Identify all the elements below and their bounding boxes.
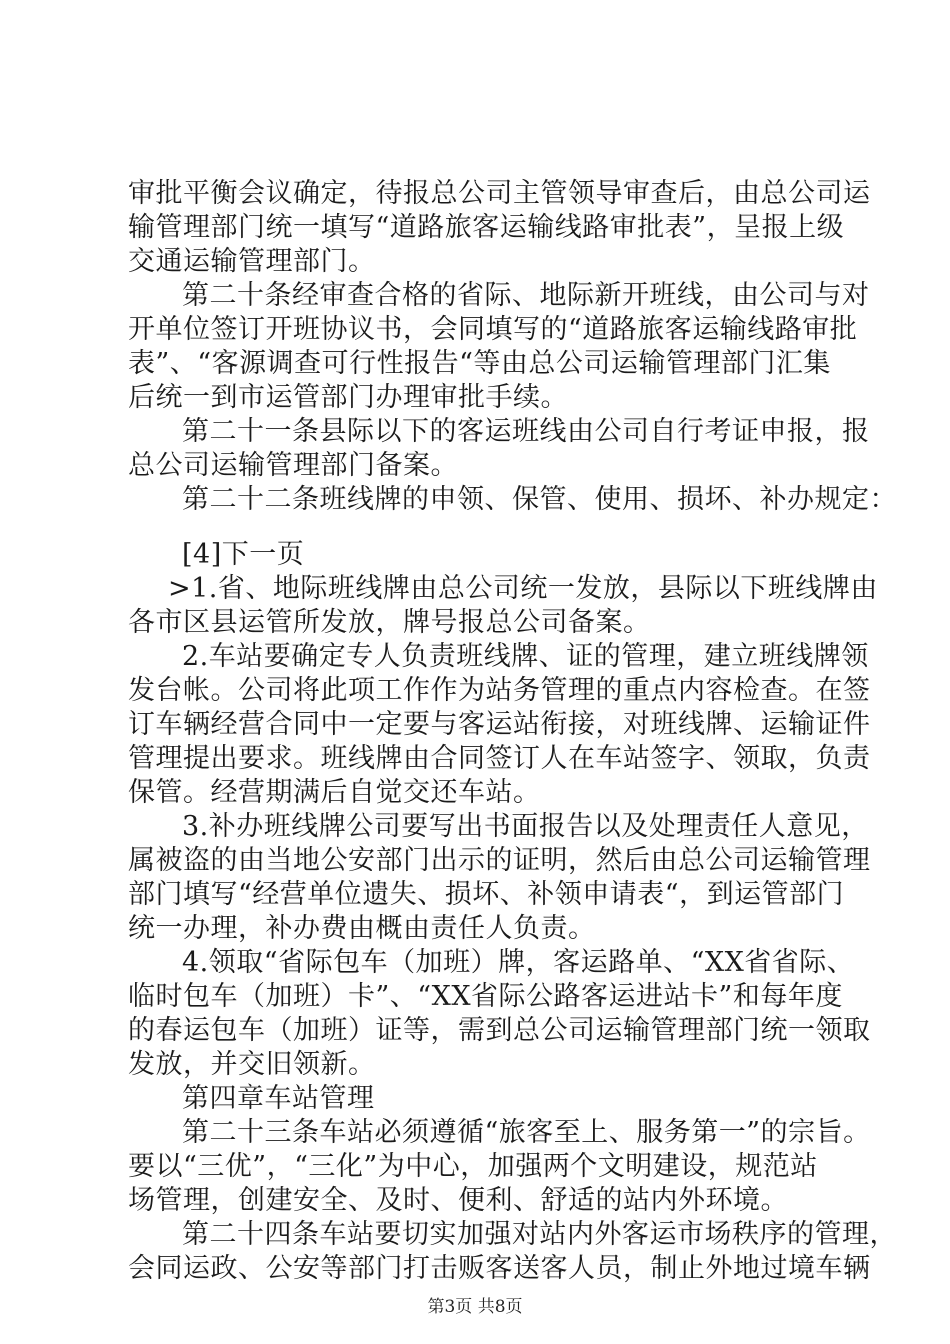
chapter-heading: 第四章车站管理 (182, 1083, 375, 1114)
text-line: 订车辆经营合同中一定要与客运站衔接，对班线牌、运输证件 (128, 709, 871, 740)
next-page-link[interactable]: [4]下一页 (182, 539, 305, 570)
text-line: 发台帐。公司将此项工作作为站务管理的重点内容检查。在签 (128, 675, 871, 706)
text-line: 第二十三条车站必须遵循“旅客至上、服务第一”的宗旨。 (182, 1117, 871, 1148)
text-line: 管理提出要求。班线牌由合同签订人在车站签字、领取，负责 (128, 743, 871, 774)
text-line: 表”、“客源调查可行性报告“等由总公司运输管理部门汇集 (128, 348, 831, 379)
text-line: 部门填写“经营单位遗失、损坏、补领申请表“，到运管部门 (128, 879, 845, 910)
text-line: 各市区县运管所发放，牌号报总公司备案。 (128, 607, 651, 638)
text-line: 3.补办班线牌公司要写出书面报告以及处理责任人意见， (182, 811, 869, 842)
text-line: 发放，并交旧领新。 (128, 1049, 376, 1080)
page-number-footer: 第3页 共8页 (427, 1297, 523, 1317)
text-line: >1.省、地际班线牌由总公司统一发放，县际以下班线牌由 (168, 573, 878, 604)
text-line: 统一办理，补办费由概由责任人负责。 (128, 913, 596, 944)
text-line: 第二十条经审查合格的省际、地际新开班线，由公司与对 (182, 280, 870, 311)
text-line: 的春运包车（加班）证等，需到总公司运输管理部门统一领取 (128, 1015, 871, 1046)
text-line: 保管。经营期满后自觉交还车站。 (128, 777, 541, 808)
text-line: 要以“三优”，“三化”为中心，加强两个文明建设，规范站 (128, 1151, 818, 1182)
text-line: 交通运输管理部门。 (128, 246, 376, 277)
text-line: 总公司运输管理部门备案。 (128, 450, 458, 481)
text-line: 审批平衡会议确定，待报总公司主管领导审查后，由总公司运 (128, 178, 871, 209)
text-line: 后统一到市运管部门办理审批手续。 (128, 382, 568, 413)
text-line: 第二十一条县际以下的客运班线由公司自行考证申报，报 (182, 416, 870, 447)
text-line: 会同运政、公安等部门打击贩客送客人员，制止外地过境车辆 (128, 1253, 871, 1284)
text-line: 第二十四条车站要切实加强对站内外客运市场秩序的管理， (182, 1219, 897, 1250)
text-line: 4.领取“省际包车（加班）牌，客运路单、“XX省省际、 (182, 947, 855, 978)
text-line: 临时包车（加班）卡”、“XX省际公路客运进站卡”和每年度 (128, 981, 843, 1012)
text-line: 第二十二条班线牌的申领、保管、使用、损坏、补办规定： (182, 484, 897, 515)
text-line: 2.车站要确定专人负责班线牌、证的管理，建立班线牌领 (182, 641, 869, 672)
text-line: 属被盗的由当地公安部门出示的证明，然后由总公司运输管理 (128, 845, 871, 876)
text-line: 输管理部门统一填写“道路旅客运输线路审批表”，呈报上级 (128, 212, 845, 243)
text-line: 开单位签订开班协议书，会同填写的“道路旅客运输线路审批 (128, 314, 858, 345)
text-line: 场管理，创建安全、及时、便利、舒适的站内外环境。 (128, 1185, 788, 1216)
